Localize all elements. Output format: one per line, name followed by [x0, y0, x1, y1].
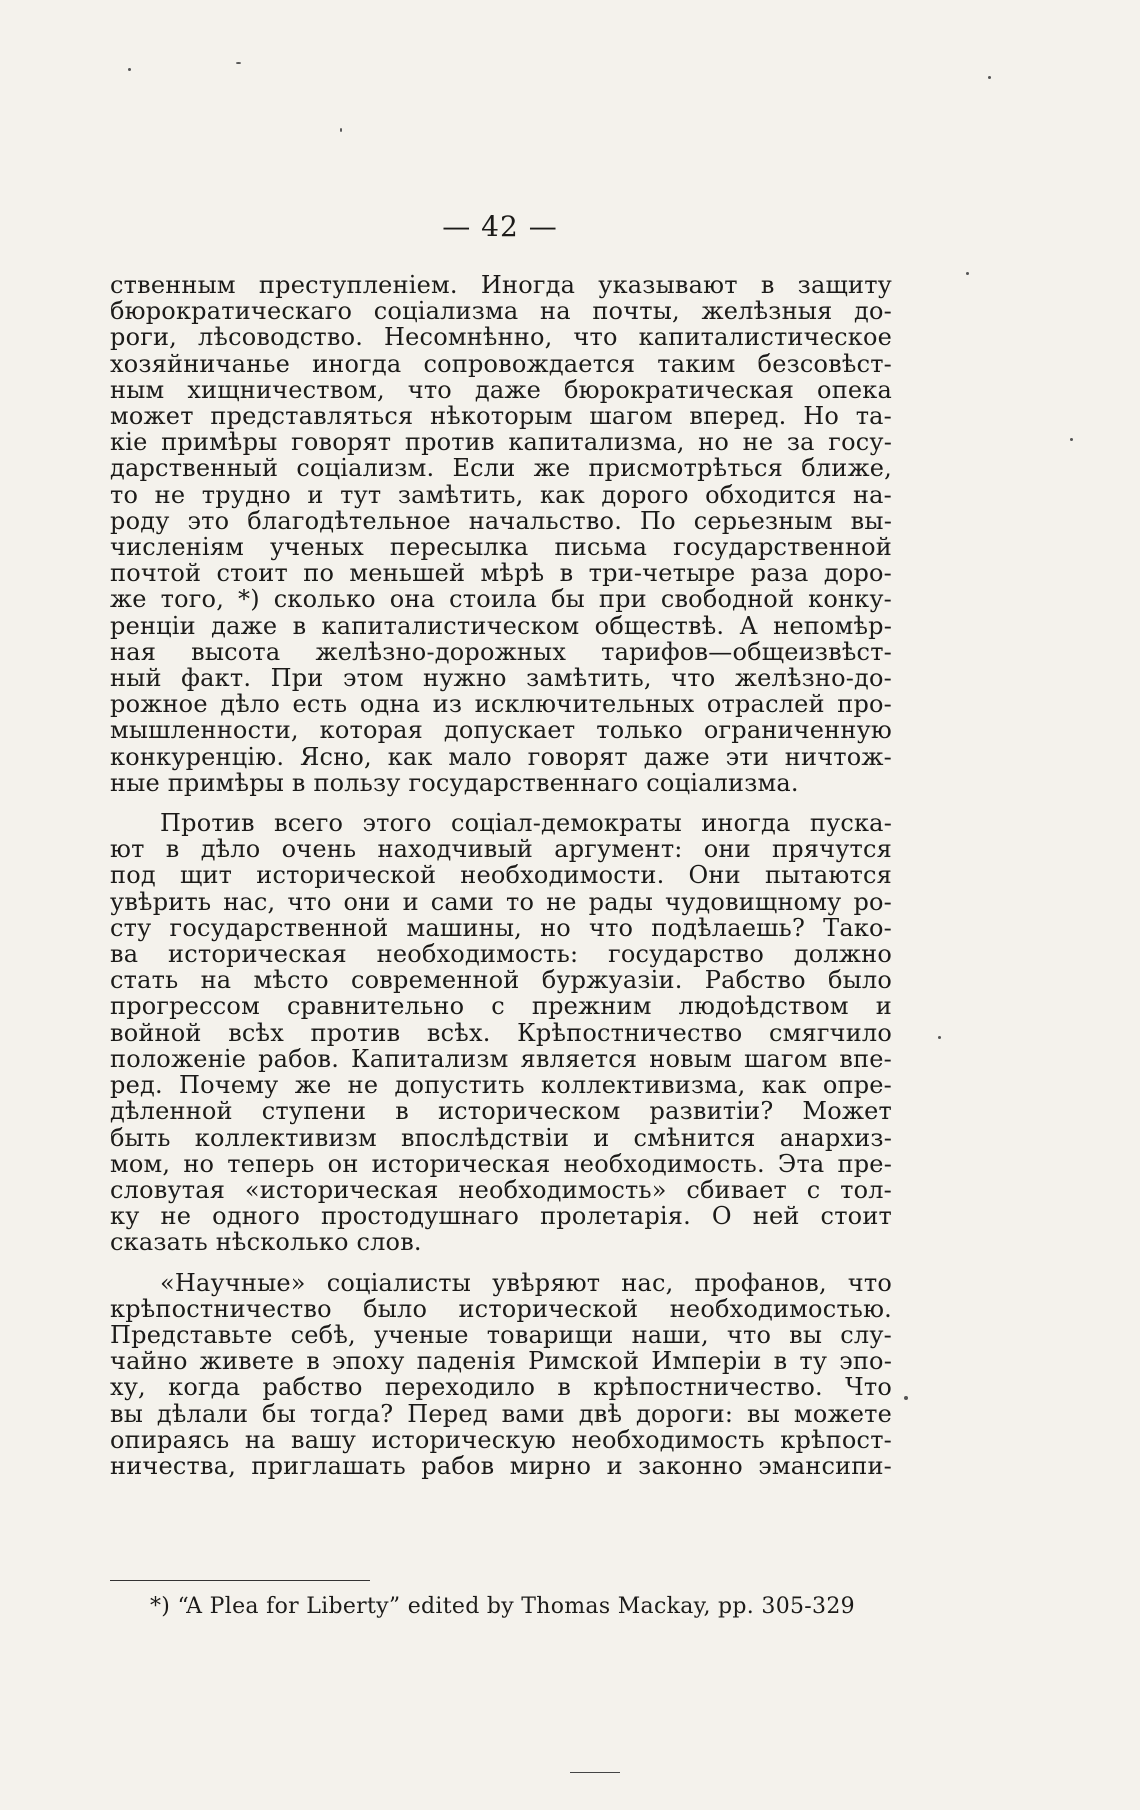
scan-speck [938, 1036, 941, 1039]
text-line: опираясь на вашу историческую необходимость крѣпост- [110, 1425, 892, 1454]
footnote: *) “A Plea for Liberty” edited by Thomas Mackay, pp. 305-329 [150, 1594, 855, 1619]
text-line: роду это благодѣтельное начальство. По серьезным вы- [110, 506, 892, 535]
scan-speck [128, 68, 131, 71]
scan-speck [236, 62, 241, 64]
text-line: Против всего этого соціал-демократы иногда пуска- [160, 809, 892, 838]
paragraph-gap [110, 1256, 892, 1270]
text-line: под щит исторической необходимости. Они пытаются [110, 861, 892, 890]
text-line: ку не одного простодушнаго пролетарія. О ней стоит [110, 1202, 892, 1231]
text-line: прогрессом сравнительно с прежним людоѣдством и [110, 992, 892, 1021]
text-line: ственным преступленіем. Иногда указывают в защиту [110, 271, 892, 299]
text-line: сту государственной машины, но что подѣлаешь? Тако- [110, 913, 892, 942]
text-line: ный факт. При этом нужно замѣтить, что желѣзно-до- [110, 664, 892, 693]
text-line: чайно живете в эпоху паденія Римской Имперіи в ту эпо- [110, 1347, 892, 1376]
text-line: дѣленной ступени в историческом развитіи? Может [110, 1097, 892, 1126]
footnote-divider [110, 1580, 370, 1581]
text-line: ная высота желѣзно-дорожных тарифов—общеизвѣст- [110, 637, 892, 666]
text-line: может представляться нѣкоторым шагом вперед. Но та- [110, 402, 892, 431]
text-line: увѣрить нас, что они и сами то не рады чудовищному ро- [110, 887, 892, 916]
text-line: ва историческая необходимость: государство должно [110, 940, 892, 969]
scan-speck [340, 128, 342, 132]
text-line: ные примѣры в пользу государственнаго соціализма. [110, 768, 799, 797]
scan-speck [1070, 438, 1073, 441]
paragraph-gap [110, 796, 892, 810]
bottom-mark [570, 1772, 620, 1773]
text-line: численіям ученых пересылка письма государственной [110, 533, 892, 562]
text-line: словутая «историческая необходимость» сбивает с тол- [110, 1175, 892, 1204]
text-line: хозяйничанье иногда сопровождается таким безсовѣст- [110, 349, 892, 378]
text-line: же того, *) сколько она стоила бы при свободной конку- [110, 585, 892, 614]
scan-speck [988, 76, 991, 79]
text-line: «Научные» соціалисты увѣряют нас, профанов, что [160, 1268, 892, 1297]
text-line: то не трудно и тут замѣтить, как дорого обходится на- [110, 480, 892, 509]
paragraph-2 [110, 810, 892, 1255]
scan-speck [904, 1396, 908, 1400]
scan-speck [966, 272, 969, 275]
page-number: — 42 — [442, 210, 558, 243]
paragraph-3 [110, 1270, 892, 1480]
text-line: почтой стоит по меньшей мѣрѣ в три-четыре раза доро- [110, 559, 892, 588]
text-line: ют в дѣло очень находчивый аргумент: они прячутся [110, 835, 892, 864]
text-line: ным хищничеством, что даже бюрократическая опека [110, 375, 892, 404]
text-line: вы дѣлали бы тогда? Перед вами двѣ дороги: вы можете [110, 1399, 892, 1428]
text-line: войной всѣх против всѣх. Крѣпостничество смягчило [110, 1018, 892, 1047]
text-line: ренціи даже в капиталистическом обществѣ. А непомѣр- [110, 611, 892, 640]
text-line: роги, лѣсоводство. Несомнѣнно, что капиталистическое [110, 323, 892, 352]
text-line: бюрократическаго соціализма на почты, желѣзныя до- [110, 297, 892, 326]
text-line: дарственный соціализм. Если же присмотрѣться ближе, [110, 454, 892, 483]
text-line: конкуренцію. Ясно, как мало говорят даже эти ничтож- [110, 742, 892, 771]
text-line: рожное дѣло есть одна из исключительных отраслей про- [110, 690, 892, 719]
text-line: положеніе рабов. Капитализм является новым шагом впе- [110, 1044, 892, 1073]
text-line: Представьте себѣ, ученые товарищи наши, что вы слу- [110, 1320, 892, 1349]
text-line: ничества, приглашать рабов мирно и законно эмансипи- [110, 1451, 892, 1480]
text-line: ред. Почему же не допустить коллективизма, как опре- [110, 1071, 892, 1100]
body-text [110, 272, 892, 1479]
text-line: мышленности, которая допускает только ограниченную [110, 716, 892, 745]
text-line: быть коллективизм впослѣдствіи и смѣнится анархиз- [110, 1123, 892, 1152]
text-line: сказать нѣсколько слов. [110, 1228, 422, 1257]
text-line: ху, когда рабство переходило в крѣпостничество. Что [110, 1373, 892, 1402]
text-line: кіе примѣры говорят против капитализма, но не за госу- [110, 428, 892, 457]
paragraph-1 [110, 272, 892, 796]
text-line: стать на мѣсто современной буржуазіи. Рабство было [110, 966, 892, 995]
text-line: мом, но теперь он историческая необходимость. Эта пре- [110, 1149, 892, 1178]
text-line: крѣпостничество было исторической необходимостью. [110, 1294, 892, 1323]
